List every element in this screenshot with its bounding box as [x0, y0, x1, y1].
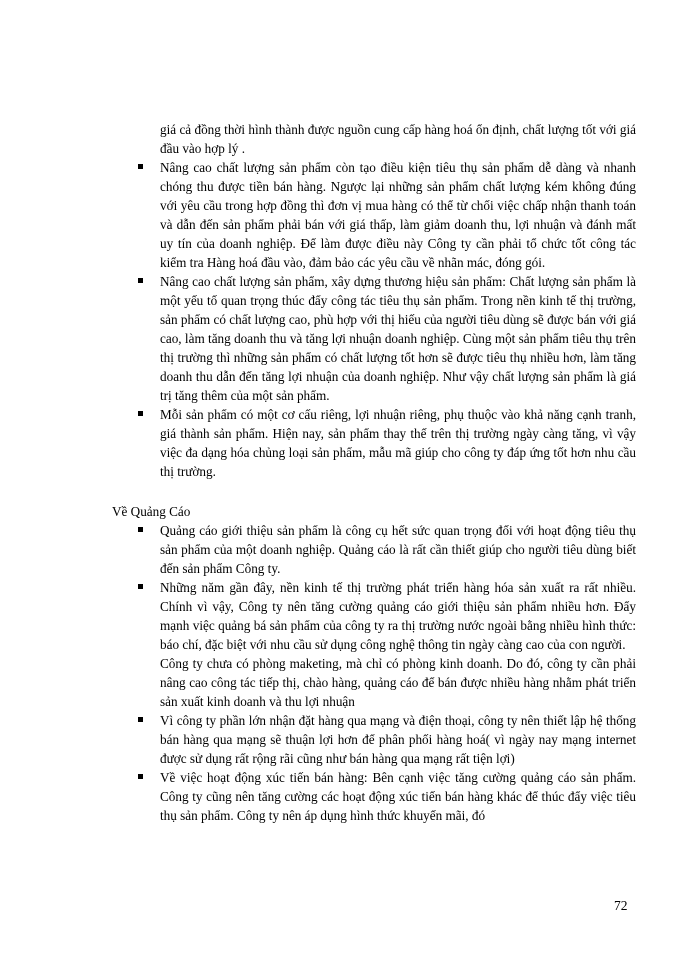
list-item — [0, 405, 636, 481]
list-item — [0, 654, 636, 711]
bullet-list-advertising — [0, 521, 636, 825]
square-bullet-icon — [138, 584, 143, 589]
list-item — [0, 272, 636, 405]
square-bullet-icon — [138, 527, 143, 532]
list-item — [0, 768, 636, 825]
list-item-text: Vì công ty phần lớn nhận đặt hàng qua mạng và điện thoại, công ty nên thiết lập hệ thống bán hàng qua mạng sẽ thuận lợi hơn để phân phối hàng hoá( vì ngày nay mạng internet được sử dụng rất rộng rãi cũng như bán hàng qua mạng rất tiện lợi) — [160, 713, 636, 766]
square-bullet-icon — [138, 717, 143, 722]
square-bullet-icon — [138, 278, 143, 283]
list-item-text: Những năm gần đây, nền kinh tế thị trường phát triển hàng hóa sản xuất ra rất nhiều. Chính vì vậy, Công ty nên tăng cường quảng cáo giới thiệu sản phẩm nhiều hơn. Đẩy mạnh việc quảng bá sản phẩm của công ty ra thị trường nước ngoài bằng nhiều hình thức: báo chí, đặc biệt với nhu cầu sử dụng công nghệ thông tin ngày càng cao của con người. — [160, 580, 636, 652]
page-number: 72 — [614, 898, 628, 913]
list-item — [0, 521, 636, 578]
square-bullet-icon — [138, 164, 143, 169]
square-bullet-icon — [138, 411, 143, 416]
list-item-text: Mỗi sản phẩm có một cơ cấu riêng, lợi nhuận riêng, phụ thuộc vào khả năng cạnh tranh, giá thành sản phẩm. Hiện nay, sản phẩm thay thế trên thị trường ngày càng tăng, vì vậy việc đa dạng hóa chủng loại sản phẩm, mẫu mã giúp cho công ty đáp ứng tốt hơn nhu cầu thị trường. — [160, 407, 636, 479]
bullet-list-quality — [0, 158, 636, 481]
square-bullet-icon — [138, 774, 143, 779]
section-heading: Về Quảng Cáo — [112, 504, 191, 519]
continuation-paragraph: giá cả đồng thời hình thành được nguồn cung cấp hàng hoá ổn định, chất lượng tốt với giá đầu vào hợp lý . — [160, 122, 636, 156]
list-item-text: Nâng cao chất lượng sản phẩm, xây dựng thương hiệu sản phẩm: Chất lượng sản phẩm là một yếu tố quan trọng thúc đẩy công tác tiêu thụ sản phẩm. Trong nền kinh tế thị trường, sản phẩm có chất lượng cao, phù hợp với thị hiếu của người tiêu dùng sẽ được bán với giá cao, làm tăng doanh thu và tăng lợi nhuận doanh nghiệp. Cùng một sản phẩm tiêu thụ trên thị trường thì những sản phẩm có chất lượng tốt hơn sẽ được tiêu thụ nhiều hơn, làm tăng doanh thu dẫn đến tăng lợi nhuận của doanh nghiệp. Như vậy chất lượng sản phẩm là giá trị tăng thêm của một sản phẩm. — [160, 274, 636, 403]
list-item-text: Quảng cáo giới thiệu sản phẩm là công cụ hết sức quan trọng đối với hoạt động tiêu thụ sản phẩm của một doanh nghiệp. Quảng cáo là rất cần thiết giúp cho người tiêu dùng biết đến sản phẩm Công ty. — [160, 523, 636, 576]
list-item — [0, 711, 636, 768]
list-item — [0, 158, 636, 272]
list-item-text: Nâng cao chất lượng sản phẩm còn tạo điều kiện tiêu thụ sản phẩm dễ dàng và nhanh chóng thu được tiền bán hàng. Ngược lại những sản phẩm chất lượng kém không đúng với yêu cầu trong hợp đồng thì đơn vị mua hàng có thể từ chối việc chấp nhận thanh toán và dẫn đến sản phẩm phải bán với giá thấp, làm giảm doanh thu, lợi nhuận và đánh mất uy tín của doanh nghiệp. Để làm được điều này Công ty cần phải tổ chức tốt công tác kiểm tra Hàng hoá đầu vào, đảm bảo các yêu cầu về nhãn mác, đóng gói. — [160, 160, 636, 270]
list-item-text: Công ty chưa có phòng maketing, mà chỉ có phòng kinh doanh. Do đó, công ty cần phải nâng cao công tác tiếp thị, chào hàng, quảng cáo để bán được nhiều hàng nhằm phát triển sản xuất kinh doanh và thu lợi nhuận — [160, 656, 636, 709]
list-item — [0, 578, 636, 654]
list-item-text: Về việc hoạt động xúc tiến bán hàng: Bên cạnh việc tăng cường quảng cáo sản phẩm. Công ty cũng nên tăng cường các hoạt động xúc tiến bán hàng khác để thúc đẩy việc tiêu thụ sản phẩm. Công ty nên áp dụng hình thức khuyến mãi, đó — [160, 770, 636, 823]
